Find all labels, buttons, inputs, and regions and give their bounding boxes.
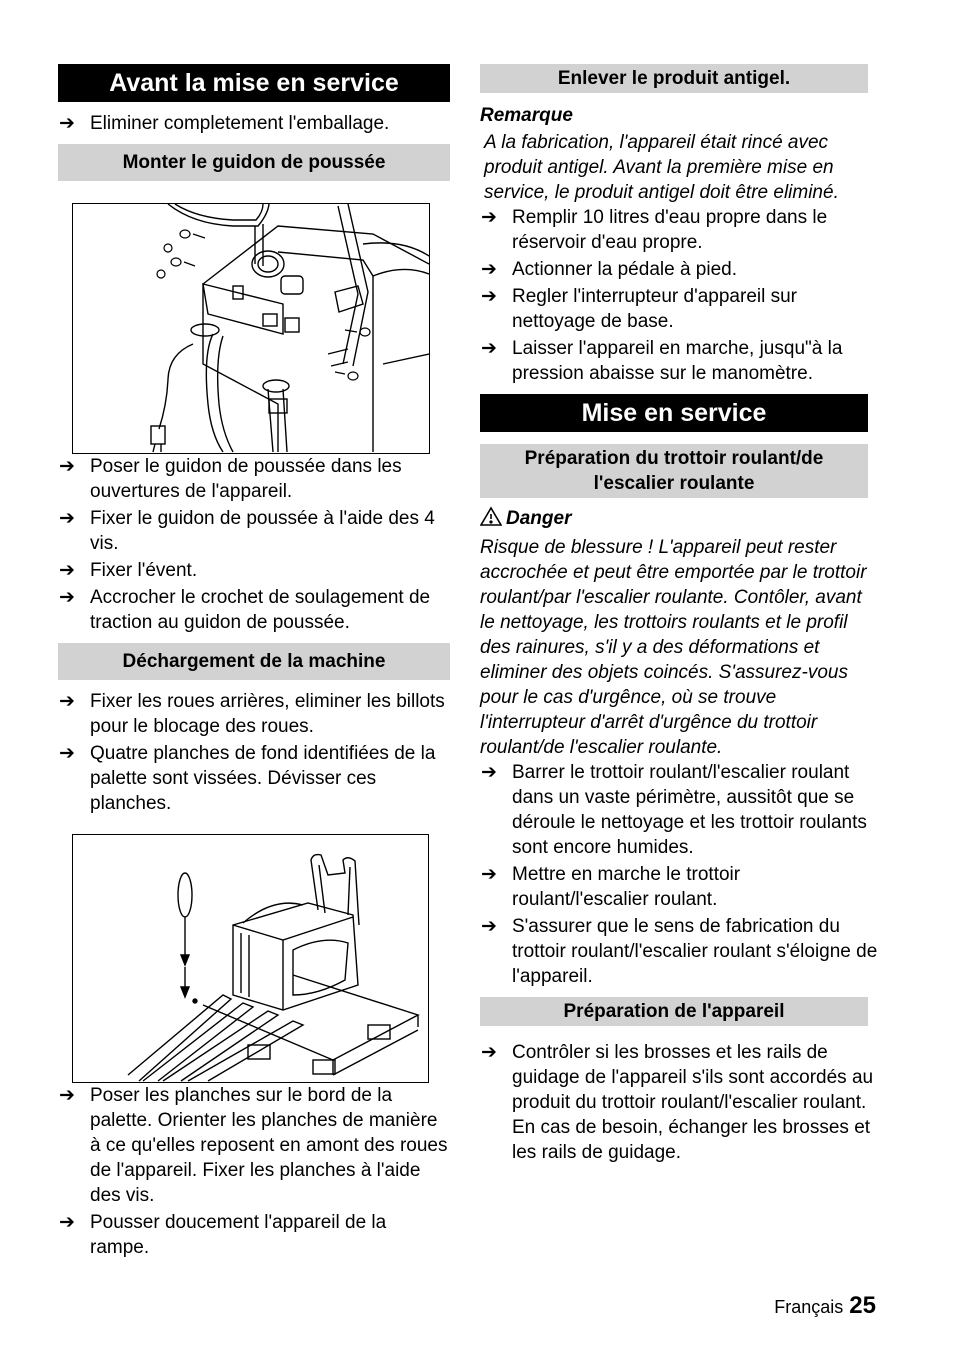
left-column <box>58 64 450 1260</box>
step-push-down-ramp: ➔ Pousser doucement l'appareil de la rampe. <box>59 1212 387 1258</box>
step-press-pedal: ➔ Actionner la pédale à pied. <box>481 259 737 280</box>
subsection-title-prepare-escalator: Préparation du trottoir roulant/de l'escalier roulante <box>480 444 868 498</box>
subsection-title-push-handle: Monter le guidon de poussée <box>58 144 450 181</box>
arrow-right-icon: ➔ <box>481 207 497 228</box>
subsection-title-remove-antifreeze: Enlever le produit antigel. <box>480 64 868 93</box>
arrow-right-icon: ➔ <box>481 762 497 783</box>
section-title-commissioning: Mise en service <box>480 394 868 432</box>
arrow-right-icon: ➔ <box>481 864 497 885</box>
note-label: Remarque <box>480 105 573 126</box>
figure-push-handle-assembly <box>72 203 430 454</box>
footer-language: Français <box>774 1297 844 1317</box>
arrow-right-icon: ➔ <box>59 456 75 477</box>
arrow-right-icon: ➔ <box>481 259 497 280</box>
step-set-switch: ➔ Regler l'interrupteur d'appareil sur nettoyage de base. <box>481 286 798 332</box>
warning-triangle-icon <box>480 506 502 533</box>
step-fix-vent: ➔ Fixer l'évent. <box>59 560 198 581</box>
arrow-right-icon: ➔ <box>59 560 75 581</box>
step-place-handle: ➔ Poser le guidon de poussée dans les ouvertures de l'appareil. <box>59 456 402 502</box>
step-check-direction: ➔ S'assurer que le sens de fabrication du trottoir roulant/l'escalier roulant s'éloigne de l'appareil. <box>481 916 878 987</box>
figure-unloading-ramp <box>72 834 429 1083</box>
arrow-right-icon: ➔ <box>59 1212 75 1233</box>
arrow-right-icon: ➔ <box>59 691 75 712</box>
section-title-before-commissioning: Avant la mise en service <box>58 64 450 102</box>
page-footer <box>774 1291 876 1322</box>
step-fill-water: ➔ Remplir 10 litres d'eau propre dans le réservoir d'eau propre. <box>481 207 828 253</box>
danger-text: Risque de blessure ! L'appareil peut rester accrochée et peut être emportée par le trottoir roulant/par l'escalier roulante. Contôler, avant le nettoyage, les trottoirs roulants et le profil des rainures, s'il y a des déformations et eliminer des objets coincés. S'assurez-vous pour le cas d'urgênce, où se trouve l'interrupteur d'arrêt d'urgênce du trottoir roulant/de l'escalier roulante. <box>480 537 867 758</box>
step-hook-strain-relief: ➔ Accrocher le crochet de soulagement de traction au guidon de poussée. <box>59 587 431 633</box>
subsection-title-unloading: Déchargement de la machine <box>58 643 450 680</box>
arrow-right-icon: ➔ <box>59 113 75 134</box>
subsection-title-prepare-device: Préparation de l'appareil <box>480 997 868 1026</box>
arrow-right-icon: ➔ <box>481 1042 497 1063</box>
step-unpack: ➔ Eliminer completement l'emballage. <box>59 113 390 134</box>
arrow-right-icon: ➔ <box>59 587 75 608</box>
arrow-right-icon: ➔ <box>59 743 75 764</box>
step-barrier-area: ➔ Barrer le trottoir roulant/l'escalier roulant dans un vaste périmètre, aussitôt que se déroule le nettoyage et les trottoir roulants sont encore humides. <box>481 762 867 858</box>
arrow-right-icon: ➔ <box>59 508 75 529</box>
arrow-right-icon: ➔ <box>481 916 497 937</box>
step-unscrew-boards: ➔ Quatre planches de fond identifiées de la palette sont vissées. Dévisser ces planches. <box>59 743 436 814</box>
step-check-brushes: ➔ Contrôler si les brosses et les rails de guidage de l'appareil s'ils sont accordés au produit du trottoir roulant/l'escalier roulant. En cas de besoin, échanger les brosses et les rails de guidage. <box>481 1042 874 1163</box>
step-place-boards: ➔ Poser les planches sur le bord de la palette. Orienter les planches de manière à ce qu'elles reposent en amont des roues de l'appareil. Fixer les planches à l'aide des vis. <box>59 1085 448 1206</box>
step-start-escalator: ➔ Mettre en marche le trottoir roulant/l'escalier roulant. <box>481 864 741 910</box>
note-text: A la fabrication, l'appareil était rincé avec produit antigel. Avant la première mise en service, le produit antigel doit être eliminé. <box>484 132 839 203</box>
step-fix-rear-wheels: ➔ Fixer les roues arrières, eliminer les billots pour le blocage des roues. <box>59 691 445 737</box>
arrow-right-icon: ➔ <box>59 1085 75 1106</box>
page-number: 25 <box>849 1292 876 1319</box>
step-run-until-pressure: ➔ Laisser l'appareil en marche, jusqu"à la pression abaisse sur le manomètre. <box>481 338 843 384</box>
arrow-right-icon: ➔ <box>481 286 497 307</box>
step-fix-handle: ➔ Fixer le guidon de poussée à l'aide des 4 vis. <box>59 508 435 554</box>
arrow-right-icon: ➔ <box>481 338 497 359</box>
right-column <box>480 64 878 1165</box>
danger-heading: Danger <box>480 506 878 533</box>
